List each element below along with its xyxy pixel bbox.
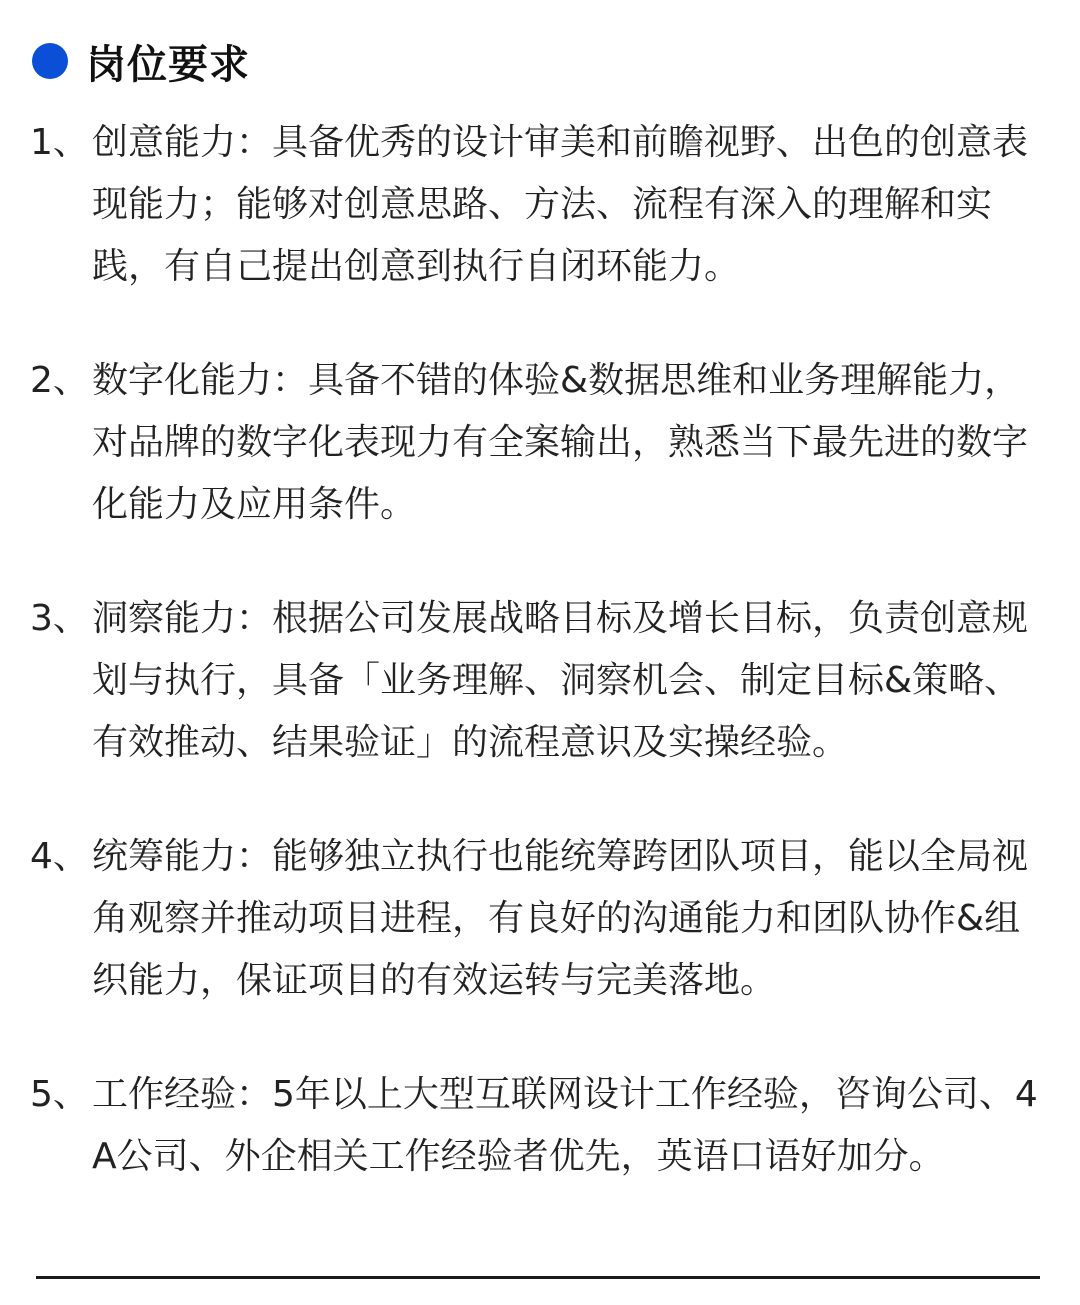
requirement-number: 4、 [30,836,89,877]
requirement-number: 1、 [30,122,89,163]
requirement-text: 洞察能力：根据公司发展战略目标及增长目标，负责创意规划与执行，具备「业务理解、洞察机会、制定目标&策略、有效推动、结果验证」的流程意识及实操经验。 [92,598,1029,763]
requirement-text: 数字化能力：具备不错的体验&数据思维和业务理解能力，对品牌的数字化表现力有全案输出，熟悉当下最先进的数字化能力及应用条件。 [92,360,1029,525]
requirement-item-1 [30,112,1050,298]
requirement-item-3 [30,588,1050,774]
requirement-number: 3、 [30,598,89,639]
section-header [32,36,250,86]
blue-dot-icon [32,43,68,79]
requirement-item-5 [30,1064,1050,1188]
section-title: 岗位要求 [86,41,250,88]
requirement-item-4 [30,826,1050,1012]
requirement-number: 5、 [30,1074,89,1115]
requirement-text: 创意能力：具备优秀的设计审美和前瞻视野、出色的创意表现能力；能够对创意思路、方法、流程有深入的理解和实践，有自己提出创意到执行自闭环能力。 [92,122,1029,287]
bottom-divider [36,1276,1040,1279]
requirement-text: 工作经验：5年以上大型互联网设计工作经验，咨询公司、4A公司、外企相关工作经验者优先，英语口语好加分。 [92,1074,1038,1177]
requirement-number: 2、 [30,360,89,401]
requirements-list [30,112,1050,1188]
requirement-text: 统筹能力：能够独立执行也能统筹跨团队项目，能以全局视角观察并推动项目进程，有良好的沟通能力和团队协作&组织能力，保证项目的有效运转与完美落地。 [92,836,1029,1001]
requirement-item-2 [30,350,1050,536]
